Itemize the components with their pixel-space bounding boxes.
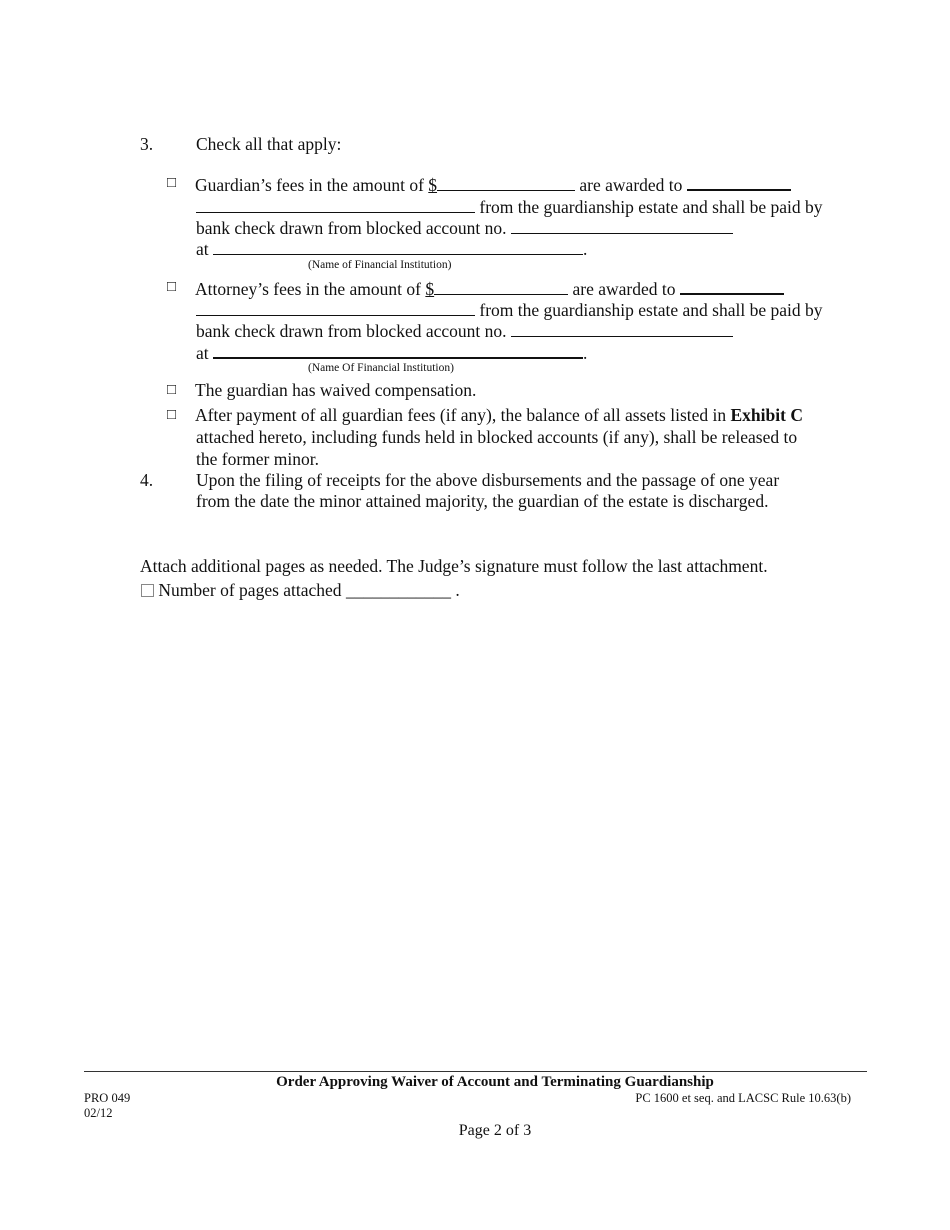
footer-form-id: PRO 049 [84, 1091, 131, 1105]
attorney-fees-awarded-to: are awarded to [572, 279, 676, 299]
section-4-line1: Upon the filing of receipts for the above disbursements and the passage of one year [196, 470, 780, 490]
attorney-fees-institution-blank[interactable] [213, 341, 583, 359]
page-number: Page 2 of 3 [458, 1122, 532, 1139]
guardian-fees-prefix: Guardian’s fees in the amount of [195, 175, 424, 195]
guardian-fees-line2 [196, 196, 822, 218]
guardian-fees-from-estate: from the guardianship estate and shall be paid by [479, 197, 823, 217]
attorney-fees-line2 [196, 299, 822, 321]
attorney-fees-account-blank[interactable] [511, 320, 733, 337]
pages-attached-period: . [455, 580, 460, 600]
guardian-fees-line3 [196, 217, 733, 239]
guardian-fees-dollar: $ [428, 175, 438, 195]
pages-attached-blank[interactable]: ____________ [345, 580, 451, 600]
guardian-fees-institution-blank[interactable] [213, 238, 583, 255]
waived-checkbox[interactable]: □ [167, 382, 177, 398]
attorney-fees-from-estate: from the guardianship estate and shall be paid by [479, 300, 823, 320]
attorney-fees-checkbox[interactable]: □ [167, 279, 177, 295]
footer-reference: PC 1600 et seq. and LACSC Rule 10.63(b) [635, 1091, 851, 1105]
footer-form-date: 02/12 [84, 1106, 113, 1120]
attorney-fees-line4 [196, 341, 587, 364]
after-payment-checkbox[interactable]: □ [167, 407, 177, 423]
section-3-number: 3. [140, 134, 154, 154]
guardian-fees-amount-blank[interactable] [437, 174, 575, 191]
guardian-fees-period: . [583, 239, 588, 259]
attorney-fees-dollar: $ [425, 279, 435, 299]
guardian-fees-awardee-blank-2[interactable] [196, 196, 475, 213]
guardian-fees-bank-check: bank check drawn from blocked account no. [196, 218, 507, 238]
pages-attached-label: Number of pages attached [158, 580, 342, 600]
guardian-fees-institution-caption: (Name of Financial Institution) [308, 259, 452, 271]
section-3-heading: Check all that apply: [196, 134, 342, 154]
attorney-fees-period: . [583, 343, 588, 363]
footer-divider [84, 1071, 867, 1072]
waived-text: The guardian has waived compensation. [195, 380, 477, 400]
attach-note: Attach additional pages as needed. The Judge’s signature must follow the last attachment. [140, 556, 768, 576]
after-payment-line1 [195, 405, 803, 426]
attorney-fees-amount-blank[interactable] [434, 278, 568, 295]
guardian-fees-awardee-blank[interactable] [687, 173, 791, 191]
pages-attached-checkbox[interactable] [141, 584, 154, 597]
guardian-fees-line1 [195, 173, 791, 196]
after-payment-line3: the former minor. [196, 449, 319, 469]
attorney-fees-institution-caption: (Name Of Financial Institution) [308, 362, 454, 374]
guardian-fees-line4 [196, 238, 587, 260]
section-4-number: 4. [140, 470, 154, 490]
guardian-fees-awarded-to: are awarded to [579, 175, 683, 195]
attorney-fees-awardee-blank[interactable] [680, 277, 784, 295]
after-payment-line1-text: After payment of all guardian fees (if any), the balance of all assets listed in [195, 405, 727, 425]
after-payment-line2: attached hereto, including funds held in blocked accounts (if any), shall be released to [196, 427, 798, 447]
attorney-fees-line1 [195, 277, 784, 300]
guardian-fees-checkbox[interactable]: □ [167, 175, 177, 191]
pages-attached-line [141, 580, 460, 601]
guardian-fees-account-blank[interactable] [511, 217, 733, 234]
footer-title: Order Approving Waiver of Account and Terminating Guardianship [276, 1074, 714, 1090]
attorney-fees-bank-check: bank check drawn from blocked account no. [196, 321, 507, 341]
attorney-fees-awardee-blank-2[interactable] [196, 299, 475, 316]
section-4-line2: from the date the minor attained majority, the guardian of the estate is discharged. [196, 491, 769, 511]
attorney-fees-at: at [196, 343, 209, 363]
guardian-fees-at: at [196, 239, 209, 259]
attorney-fees-line3 [196, 320, 733, 342]
exhibit-c-label: Exhibit C [730, 405, 803, 425]
attorney-fees-prefix: Attorney’s fees in the amount of [195, 279, 421, 299]
